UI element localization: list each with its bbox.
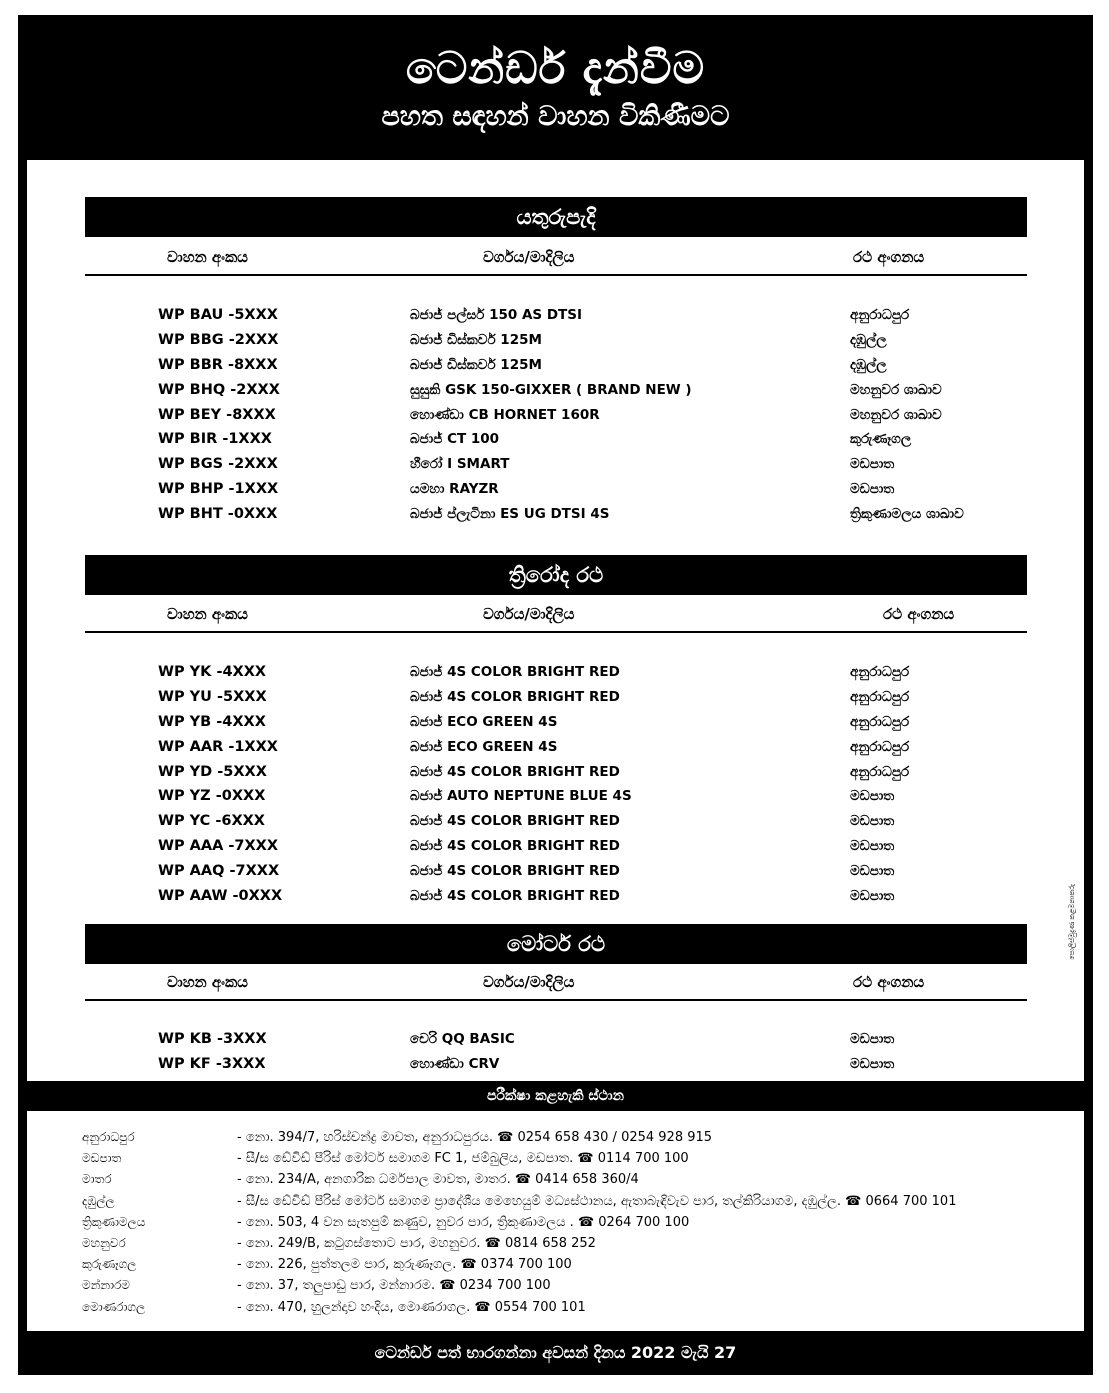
vehicle-model: බජාජ් 4S COLOR BRIGHT RED bbox=[410, 813, 620, 830]
vehicle-yard: මඩපාත bbox=[850, 456, 895, 473]
ad-subtitle: පහත සඳහන් වාහන විකිණීමට bbox=[381, 101, 730, 132]
table-row bbox=[85, 479, 1027, 504]
vehicle-yard: මඩපාත bbox=[850, 788, 895, 805]
vehicle-number: WP YK -4XXX bbox=[158, 664, 267, 680]
vehicle-number: WP YD -5XXX bbox=[158, 763, 267, 780]
vehicle-number: WP YC -6XXX bbox=[158, 813, 265, 830]
column-header-yard: රථ අංගනය bbox=[883, 605, 955, 623]
vehicle-model: බජාජ් 4S COLOR BRIGHT RED bbox=[410, 664, 620, 680]
vehicle-model: හොණ්ඩා CB HORNET 160R bbox=[410, 406, 600, 423]
vehicle-model: බජාජ් ECO GREEN 4S bbox=[410, 713, 558, 730]
table-row bbox=[85, 454, 1027, 479]
vehicle-yard: අනුරාධපුර bbox=[850, 307, 910, 323]
vehicle-number: WP YZ -0XXX bbox=[158, 788, 266, 805]
vehicle-yard: දඹුල්ල bbox=[850, 331, 887, 348]
vehicle-yard: මඩපාත bbox=[850, 481, 895, 498]
column-header-model: වර්ගය/මාදිලිය bbox=[483, 605, 575, 623]
column-header-model: වර්ගය/මාදිලිය bbox=[483, 973, 575, 991]
address-row bbox=[27, 1277, 1084, 1298]
table-row bbox=[85, 836, 1027, 861]
address-row bbox=[27, 1235, 1084, 1256]
table-row bbox=[85, 762, 1027, 787]
vehicle-yard: අනුරාධපුර bbox=[850, 664, 910, 680]
vehicle-number: WP YB -4XXX bbox=[158, 713, 266, 730]
table-row bbox=[85, 380, 1027, 405]
vehicle-number: WP BEY -8XXX bbox=[158, 406, 276, 423]
vehicle-model: යමහා RAYZR bbox=[410, 481, 499, 498]
section-title-cars: මෝටර් රථ bbox=[85, 924, 1027, 964]
table-row bbox=[85, 305, 1027, 330]
location-address: - නො. 470, හුලන්දාව හංදිය, මොණරාගල. ☎ 0554 700 101 bbox=[237, 1299, 586, 1315]
table-row bbox=[85, 504, 1027, 529]
vehicle-number: WP BBG -2XXX bbox=[158, 331, 279, 348]
location-name: මඩපාත bbox=[82, 1151, 122, 1166]
address-list bbox=[27, 1129, 1084, 1320]
vehicle-number: WP KF -3XXX bbox=[158, 1055, 266, 1072]
location-address: - සී/ස ඩේවිඩ් පීරිස් මෝටර් සමාගම ප්‍රාදේශීය මෙහෙයුම් මධ්‍යස්ථානය, ඇතාබැඳිවැව පාර, තල්කිරියාගම, දඹුල්ල. ☎ 0664 700 101 bbox=[237, 1193, 957, 1209]
vehicle-yard: දඹුල්ල bbox=[850, 356, 887, 373]
table-row bbox=[85, 861, 1027, 886]
location-address: - නො. 234/A, අනගාරික ධර්මපාල මාවත, මාතර. ☎ 0414 658 360/4 bbox=[237, 1172, 639, 1188]
vehicle-model: බජාජ් ඩිස්කවර් 125M bbox=[410, 331, 542, 348]
car-rows bbox=[85, 1029, 1027, 1079]
vehicle-yard: මඩපාත bbox=[850, 838, 895, 855]
three-wheeler-rows bbox=[85, 662, 1027, 911]
vehicle-model: බජාජ් CT 100 bbox=[410, 431, 500, 448]
table-row bbox=[85, 405, 1027, 430]
vehicle-model: බජාජ් 4S COLOR BRIGHT RED bbox=[410, 888, 620, 905]
vehicle-yard: අනුරාධපුර bbox=[850, 763, 910, 780]
section-title-three-wheelers: ත්‍රිරෝද රථ bbox=[85, 555, 1027, 595]
column-header-row bbox=[85, 965, 1027, 1001]
vehicle-model: බජාජ් ඩිස්කවර් 125M bbox=[410, 356, 542, 373]
side-credit: පොලිස්මුද්‍රණ කළමනාකරු bbox=[1068, 884, 1076, 960]
vehicle-model: බජාජ් පල්සර් 150 AS DTSI bbox=[410, 307, 582, 323]
vehicle-number: WP BAU -5XXX bbox=[158, 307, 278, 323]
table-row bbox=[85, 737, 1027, 762]
address-row bbox=[27, 1256, 1084, 1277]
vehicle-number: WP AAW -0XXX bbox=[158, 888, 283, 905]
vehicle-number: WP AAA -7XXX bbox=[158, 838, 279, 855]
vehicle-number: WP AAR -1XXX bbox=[158, 738, 278, 755]
location-name: මන්නාරම bbox=[82, 1278, 130, 1293]
vehicle-yard: මඩපාත bbox=[850, 1055, 895, 1072]
vehicle-number: WP BBR -8XXX bbox=[158, 356, 278, 373]
tender-advertisement bbox=[18, 15, 1093, 1375]
address-row bbox=[27, 1150, 1084, 1171]
vehicle-yard: මඩපාත bbox=[850, 1031, 895, 1047]
vehicle-number: WP YU -5XXX bbox=[158, 688, 267, 705]
column-header-yard: රථ අංගනය bbox=[853, 248, 925, 266]
address-row bbox=[27, 1129, 1084, 1150]
table-row bbox=[85, 355, 1027, 380]
table-row bbox=[85, 687, 1027, 712]
column-header-yard: රථ අංගනය bbox=[853, 973, 925, 991]
table-row bbox=[85, 886, 1027, 911]
column-header-number: වාහන අංකය bbox=[167, 248, 248, 266]
vehicle-yard: අනුරාධපුර bbox=[850, 688, 910, 705]
vehicle-number: WP BHT -0XXX bbox=[158, 506, 278, 523]
location-address: - නො. 37, තලුපාඩු පාර, මන්නාරම. ☎ 0234 700 100 bbox=[237, 1278, 551, 1294]
table-row bbox=[85, 1029, 1027, 1054]
location-address: - නො. 394/7, හරිස්චන්ද්‍ර මාවත, අනුරාධපුරය. ☎ 0254 658 430 / 0254 928 915 bbox=[237, 1130, 713, 1145]
vehicle-model: බජාජ් 4S COLOR BRIGHT RED bbox=[410, 688, 620, 705]
inspection-locations-title: පරීක්ෂා කළහැකි ස්ථාන bbox=[487, 1088, 624, 1104]
table-row bbox=[85, 811, 1027, 836]
vehicle-number: WP BIR -1XXX bbox=[158, 431, 272, 448]
vehicle-number: WP BGS -2XXX bbox=[158, 456, 278, 473]
column-header-model: වර්ගය/මාදිලිය bbox=[483, 248, 575, 266]
table-row bbox=[85, 662, 1027, 687]
location-address: - සී/ස ඩේවිඩ් පීරිස් මෝටර් සමාගම FC 1, ජම්බුලිය, මඩපාත. ☎ 0114 700 100 bbox=[237, 1151, 689, 1167]
vehicle-model: බජාජ් AUTO NEPTUNE BLUE 4S bbox=[410, 788, 632, 805]
vehicle-yard: මහනුවර ශාඛාව bbox=[850, 381, 942, 398]
vehicle-model: බජාජ් ECO GREEN 4S bbox=[410, 738, 558, 755]
vehicle-model: බජාජ් 4S COLOR BRIGHT RED bbox=[410, 863, 620, 880]
section-title-motorcycles: යතුරුපැදි bbox=[85, 197, 1027, 237]
table-row bbox=[85, 712, 1027, 737]
location-name: මහනුවර bbox=[82, 1235, 126, 1250]
motorcycle-rows bbox=[85, 305, 1027, 529]
vehicle-number: WP KB -3XXX bbox=[158, 1031, 267, 1047]
table-row bbox=[85, 786, 1027, 811]
address-row bbox=[27, 1299, 1084, 1320]
vehicle-yard: මඩපාත bbox=[850, 863, 895, 880]
location-name: මාතර bbox=[82, 1172, 112, 1187]
vehicle-yard: අනුරාධපුර bbox=[850, 713, 910, 730]
vehicle-model: බජාජ් 4S COLOR BRIGHT RED bbox=[410, 838, 620, 855]
vehicle-yard: මඩපාත bbox=[850, 813, 895, 830]
table-row bbox=[85, 1054, 1027, 1079]
location-name: අනුරාධපුර bbox=[82, 1130, 135, 1144]
vehicle-yard: මහනුවර ශාඛාව bbox=[850, 406, 942, 423]
location-name: කුරුණෑගල bbox=[82, 1257, 137, 1272]
vehicle-model: චෙරි QQ BASIC bbox=[410, 1031, 515, 1047]
vehicle-yard: ත්‍රිකුණාමලය ශාඛාව bbox=[850, 506, 964, 523]
column-header-row bbox=[85, 597, 1027, 633]
location-address: - නො. 226, පුත්තලම පාර, කුරුණෑගල. ☎ 0374 700 100 bbox=[237, 1257, 572, 1273]
location-address: - නො. 503, 4 වන සැතපුම් කණුව, නුවර පාර, ත්‍රිකුණාමලය . ☎ 0264 700 100 bbox=[237, 1214, 690, 1230]
vehicle-listing-panel bbox=[27, 160, 1084, 1081]
vehicle-model: හීරෝ I SMART bbox=[410, 456, 510, 473]
vehicle-number: WP AAQ -7XXX bbox=[158, 863, 280, 880]
vehicle-yard: අනුරාධපුර bbox=[850, 738, 910, 755]
table-row bbox=[85, 330, 1027, 355]
column-header-row bbox=[85, 240, 1027, 276]
address-row bbox=[27, 1214, 1084, 1235]
vehicle-model: බජාජ් ප්ලැටිනා ES UG DTSI 4S bbox=[410, 506, 610, 523]
inspection-locations-panel bbox=[27, 1111, 1084, 1331]
location-address: - නො. 249/B, කටුගස්තොට පාර, මහනුවර. ☎ 0814 658 252 bbox=[237, 1235, 596, 1251]
table-row bbox=[85, 429, 1027, 454]
vehicle-model: සුසුකි GSK 150-GIXXER ( BRAND NEW ) bbox=[410, 381, 692, 398]
vehicle-yard: කුරුණෑගල bbox=[850, 431, 912, 448]
vehicle-number: WP BHP -1XXX bbox=[158, 481, 279, 498]
vehicle-model: බජාජ් 4S COLOR BRIGHT RED bbox=[410, 763, 620, 780]
ad-title: ටෙන්ඩර් දැන්වීම bbox=[405, 43, 706, 94]
header bbox=[18, 15, 1093, 160]
vehicle-model: හොණ්ඩා CRV bbox=[410, 1055, 500, 1072]
address-row bbox=[27, 1193, 1084, 1214]
location-name: ත්‍රිකුණාමලය bbox=[82, 1214, 146, 1229]
column-header-number: වාහන අංකය bbox=[167, 973, 248, 991]
address-row bbox=[27, 1171, 1084, 1192]
column-header-number: වාහන අංකය bbox=[167, 605, 248, 623]
location-name: දඹුල්ල bbox=[82, 1193, 115, 1208]
location-name: මොණරාගල bbox=[82, 1299, 146, 1314]
closing-date: ටෙන්ඩර් පත් භාරගන්නා අවසන් දිනය 2022 මැයි 27 bbox=[374, 1343, 737, 1362]
vehicle-number: WP BHQ -2XXX bbox=[158, 381, 280, 398]
vehicle-yard: මඩපාත bbox=[850, 888, 895, 905]
